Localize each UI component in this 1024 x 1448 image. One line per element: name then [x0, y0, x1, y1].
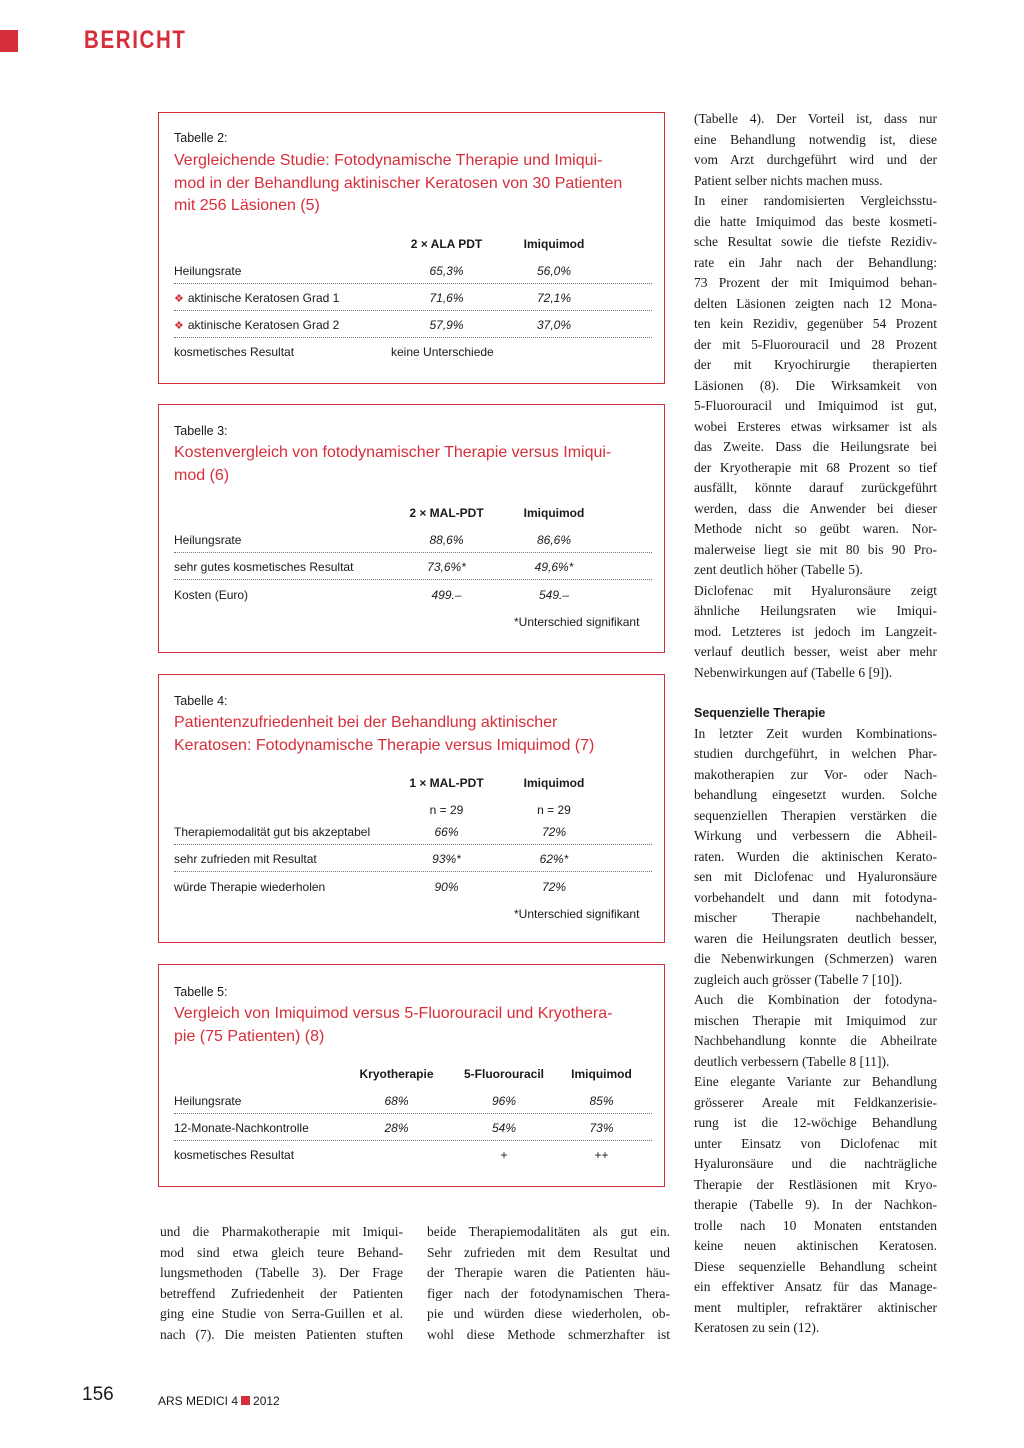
table-cell: 499.– — [431, 588, 462, 602]
table-cell: 549.– — [538, 588, 570, 602]
table-footnote: *Unterschied signifikant — [514, 907, 640, 921]
table-title: Patientenzufriedenheit bei der Behandlung aktinischer Keratosen: Fotodynamische Therapie versus Imiquimod (7) — [174, 714, 595, 754]
body-column-middle: beide Therapiemodalitäten als gut ein. Sehr zufrieden mit dem Resultat und der Therapie waren die Patienten häu- figer nach der fotodynamischen Thera- pie und würden diese wiederholen, ob- wohl diese Methode schmerzhafter ist — [427, 1224, 670, 1342]
table-cell: 56,0% — [536, 264, 572, 278]
page-number: 156 — [82, 1384, 114, 1405]
text-line: mischer Therapie nachbehandelt, — [694, 910, 937, 925]
text-line: ähnliche Heilungsraten wie Imiqui- — [694, 603, 937, 618]
table-cell: 57,9% — [429, 318, 464, 332]
text-line: (Tabelle 4). Der Vorteil ist, dass nur — [694, 111, 937, 126]
text-line: Nebenwirkungen auf (Tabelle 6 [9]). — [694, 664, 893, 680]
text-line: grösserer Areale mit Feldkanzerisie- — [694, 1094, 937, 1110]
table-cell: 72% — [541, 880, 567, 894]
text-line: wobei Ersteres etwas wirksamer ist als — [694, 418, 937, 434]
text-line: zent deutlich höher (Tabelle 5). — [694, 562, 863, 577]
text-line: mod. Letzteres ist jedoch im Langzeit- — [694, 623, 937, 639]
table-2 — [158, 112, 665, 384]
text-line: 73 Prozent der mit Imiquimod behan- — [694, 275, 937, 290]
row-label: Therapiemodalität gut bis akzeptabel — [174, 825, 371, 839]
row-divider — [174, 337, 652, 338]
text-line: rung ist die 12-wöchige Behandlung — [694, 1115, 937, 1130]
column-header: Kryotherapie — [359, 1067, 434, 1081]
row-label: Heilungsrate — [174, 533, 242, 547]
table-4 — [158, 674, 665, 943]
column-header: 2 × MAL-PDT — [409, 506, 484, 520]
text-line: raten. Wurden die aktinischen Kerato- — [694, 848, 937, 864]
right-column-paragraphs-2 — [694, 724, 937, 1339]
table-label: Tabelle 2: — [174, 131, 228, 145]
text-line: werden, dass die Anwender bei dieser — [694, 500, 937, 516]
table-cell: 71,6% — [429, 291, 464, 305]
column-header: Imiquimod — [523, 776, 585, 790]
row-label: sehr zufrieden mit Resultat — [174, 852, 317, 866]
table-cell: 85% — [589, 1094, 614, 1108]
row-divider — [174, 844, 652, 845]
table-title: Kostenvergleich von fotodynamischer Therapie versus Imiqui- mod (6) — [174, 444, 612, 484]
row-label: Kosten (Euro) — [174, 588, 249, 602]
text-line: rate ein Jahr nach der Behandlung: — [694, 254, 937, 270]
table-cell: 66% — [434, 825, 459, 839]
text-line: Nachbehandlung konnte die Abheilrate — [694, 1033, 937, 1048]
column-header: 1 × MAL-PDT — [409, 776, 484, 790]
table-cell: 54% — [491, 1121, 517, 1135]
row-label: würde Therapie wiederholen — [174, 880, 326, 894]
table-cell: 73% — [589, 1121, 614, 1135]
text-line: Therapie der Restläsionen mit Kryo- — [694, 1176, 937, 1192]
table-label: Tabelle 3: — [174, 424, 228, 438]
table-cell: 68% — [384, 1094, 409, 1108]
text-line: deutlich verbessern (Tabelle 8 [11]). — [694, 1053, 890, 1069]
table-cell: 73,6%* — [427, 560, 466, 574]
table-cell: 49,6%* — [534, 560, 574, 574]
column-header: Imiquimod — [523, 237, 585, 251]
column-header: Imiquimod — [523, 506, 585, 520]
text-line: ment multipler, refraktärer aktinischer — [694, 1299, 937, 1315]
row-divider — [174, 1113, 652, 1114]
row-label: kosmetisches Resultat — [174, 1148, 295, 1162]
text-line: waren die Heilungsraten deutlich besser, — [694, 930, 937, 946]
diamond-bullet-icon: ❖ — [174, 293, 184, 305]
text-line: zugleich auch grösser (Tabelle 7 [10]). — [694, 971, 903, 987]
text-line: Eine elegante Variante zur Behandlung — [694, 1074, 937, 1089]
text-line: behandlung eingesetzt wurden. Solche — [694, 787, 937, 802]
text-line: Keratosen zu sein (12). — [694, 1320, 820, 1335]
text-line: eine Behandlung notwendig ist, diese — [694, 131, 937, 147]
table-5 — [158, 964, 665, 1187]
row-label: Heilungsrate — [174, 1094, 242, 1108]
table-footnote: *Unterschied signifikant — [514, 615, 640, 629]
row-divider — [174, 552, 652, 553]
square-separator-icon — [241, 1396, 250, 1405]
row-label: sehr gutes kosmetisches Resultat — [174, 560, 354, 574]
text-line: Auch die Kombination der fotodyna- — [694, 992, 937, 1007]
text-line: Wirkung und verbessern die Abheil- — [694, 828, 937, 843]
diamond-bullet-icon: ❖ — [174, 320, 184, 332]
column-header: 5-Fluorouracil — [463, 1067, 544, 1081]
row-label: kosmetisches Resultat — [174, 345, 295, 359]
text-line: makotherapien zur Vor- oder Nach- — [694, 766, 937, 782]
text-line: studien durchgeführt, in welchen Phar- — [694, 746, 937, 761]
table-cell: 86,6% — [536, 533, 572, 547]
table-cell: 65,3% — [429, 264, 464, 278]
sample-size: n = 29 — [537, 803, 571, 817]
row-divider — [174, 310, 652, 311]
text-line: In letzter Zeit wurden Kombinations- — [694, 725, 937, 741]
text-line: In einer randomisierten Vergleichsstu- — [694, 193, 937, 208]
text-line: Läsionen (8). Die Wirksamkeit von — [694, 377, 937, 393]
table-label: Tabelle 5: — [174, 985, 228, 999]
table-cell: 72% — [541, 825, 567, 839]
text-line: Diese sequenzielle Behandlung scheint — [694, 1258, 937, 1274]
section-subheading: Sequenzielle Therapie — [694, 706, 826, 720]
text-line: der mit Kryochirurgie therapierten — [694, 357, 937, 372]
text-line: delten Läsionen zeigten nach 12 Mona- — [694, 295, 937, 311]
row-label: ❖ aktinische Keratosen Grad 2 — [174, 318, 340, 332]
row-divider — [174, 283, 652, 284]
text-line: vom Arzt durchgeführt wird und der — [694, 152, 937, 167]
table-label: Tabelle 4: — [174, 694, 228, 708]
row-label: ❖ aktinische Keratosen Grad 1 — [174, 291, 340, 305]
text-line: der mit 5-Fluorouracil und 28 Prozent — [694, 336, 937, 352]
row-label: 12-Monate-Nachkontrolle — [174, 1121, 309, 1135]
text-line: die Nebenwirkungen (Schmerzen) waren — [694, 951, 937, 966]
text-line: trolle nach 10 Monaten entstanden — [694, 1217, 937, 1233]
row-divider — [174, 579, 652, 580]
text-line: sche Resultat sowie die tiefste Rezidiv- — [694, 234, 937, 249]
column-header: Imiquimod — [571, 1067, 632, 1081]
table-cell: 88,6% — [429, 533, 464, 547]
text-line: ausfällt, könnte darauf zurückgeführt — [694, 480, 937, 495]
text-line: das Zweite. Dass die Heilungsrate bei — [694, 439, 937, 454]
row-label: Heilungsrate — [174, 264, 242, 278]
text-line: Patient selber nichts machen muss. — [694, 172, 883, 188]
text-line: therapie (Tabelle 9). In der Nachkon- — [694, 1197, 937, 1212]
body-column-left: und die Pharmakotherapie mit Imiqui- mod sind etwa gleich teure Behand- lungsmethoden (Tabelle 3). Der Frage betreffend Zufriedenheit der Patienten ging eine Studie von Serra-Guillen et al. nach (7). Die meisten Patienten stuften — [160, 1224, 403, 1342]
text-line: vorbehandelt und dann mit fotodyna- — [694, 889, 937, 905]
text-line: die hatte Imiquimod das beste kosmeti- — [694, 213, 937, 229]
table-cell: 93%* — [432, 852, 461, 866]
text-line: sequenziellen Therapien verstärken die — [694, 807, 937, 823]
text-line: 5-Fluorouracil und Imiquimod ist gut, — [694, 398, 937, 413]
section-marker — [0, 30, 18, 52]
table-cell: 62%* — [539, 852, 569, 866]
body-column-right — [694, 109, 937, 1339]
text-line: Methode nicht so geübt waren. Nor- — [694, 521, 937, 536]
sample-size: n = 29 — [429, 803, 464, 817]
text-line: malerweise liegt sie mit 80 bis 90 Pro- — [694, 541, 937, 557]
journal-footer: ARS MEDICI 4 2012 — [158, 1394, 280, 1408]
table-cell: 96% — [491, 1094, 517, 1108]
text-line: Diclofenac mit Hyaluronsäure zeigt — [694, 582, 937, 598]
text-line: ten kein Rezidiv, gegenüber 54 Prozent — [694, 316, 937, 331]
table-cell: + — [500, 1148, 508, 1162]
section-title: BERICHT — [84, 26, 187, 54]
text-line: ein effektiver Ansatz für das Manage- — [694, 1279, 937, 1294]
row-divider — [174, 1140, 652, 1141]
table-cell-merged: keine Unterschiede — [391, 345, 494, 359]
table-title: Vergleichende Studie: Fotodynamische Therapie und Imiqui- mod in der Behandlung aktinischer Keratosen von 30 Patienten mit 256 Läsionen (5) — [174, 152, 623, 214]
text-line: Hyaluronsäure und die nachträgliche — [694, 1156, 937, 1171]
table-cell: 90% — [434, 880, 459, 894]
table-cell: 28% — [384, 1121, 409, 1135]
table-3 — [158, 404, 665, 653]
table-cell: 72,1% — [536, 291, 572, 305]
text-line: mischen Therapie mit Imiquimod zur — [694, 1012, 937, 1028]
row-divider — [174, 871, 652, 872]
text-line: der Kryotherapie mit 68 Prozent so tief — [694, 459, 937, 475]
text-line: unter Einsatz von Diclofenac mit — [694, 1135, 937, 1151]
text-line: sen mit Diclofenac und Hyaluronsäure — [694, 869, 937, 884]
right-column-paragraphs — [694, 109, 937, 683]
column-header: 2 × ALA PDT — [410, 237, 483, 251]
table-title: Vergleich von Imiquimod versus 5-Fluorouracil und Kryothera- pie (75 Patienten) (8) — [174, 1005, 613, 1045]
text-line: keine neuen aktinischen Keratosen. — [694, 1238, 937, 1253]
table-cell: 37,0% — [536, 318, 572, 332]
table-cell: ++ — [594, 1148, 609, 1162]
text-line: verlauf deutlich besser, weist aber mehr — [694, 644, 937, 659]
